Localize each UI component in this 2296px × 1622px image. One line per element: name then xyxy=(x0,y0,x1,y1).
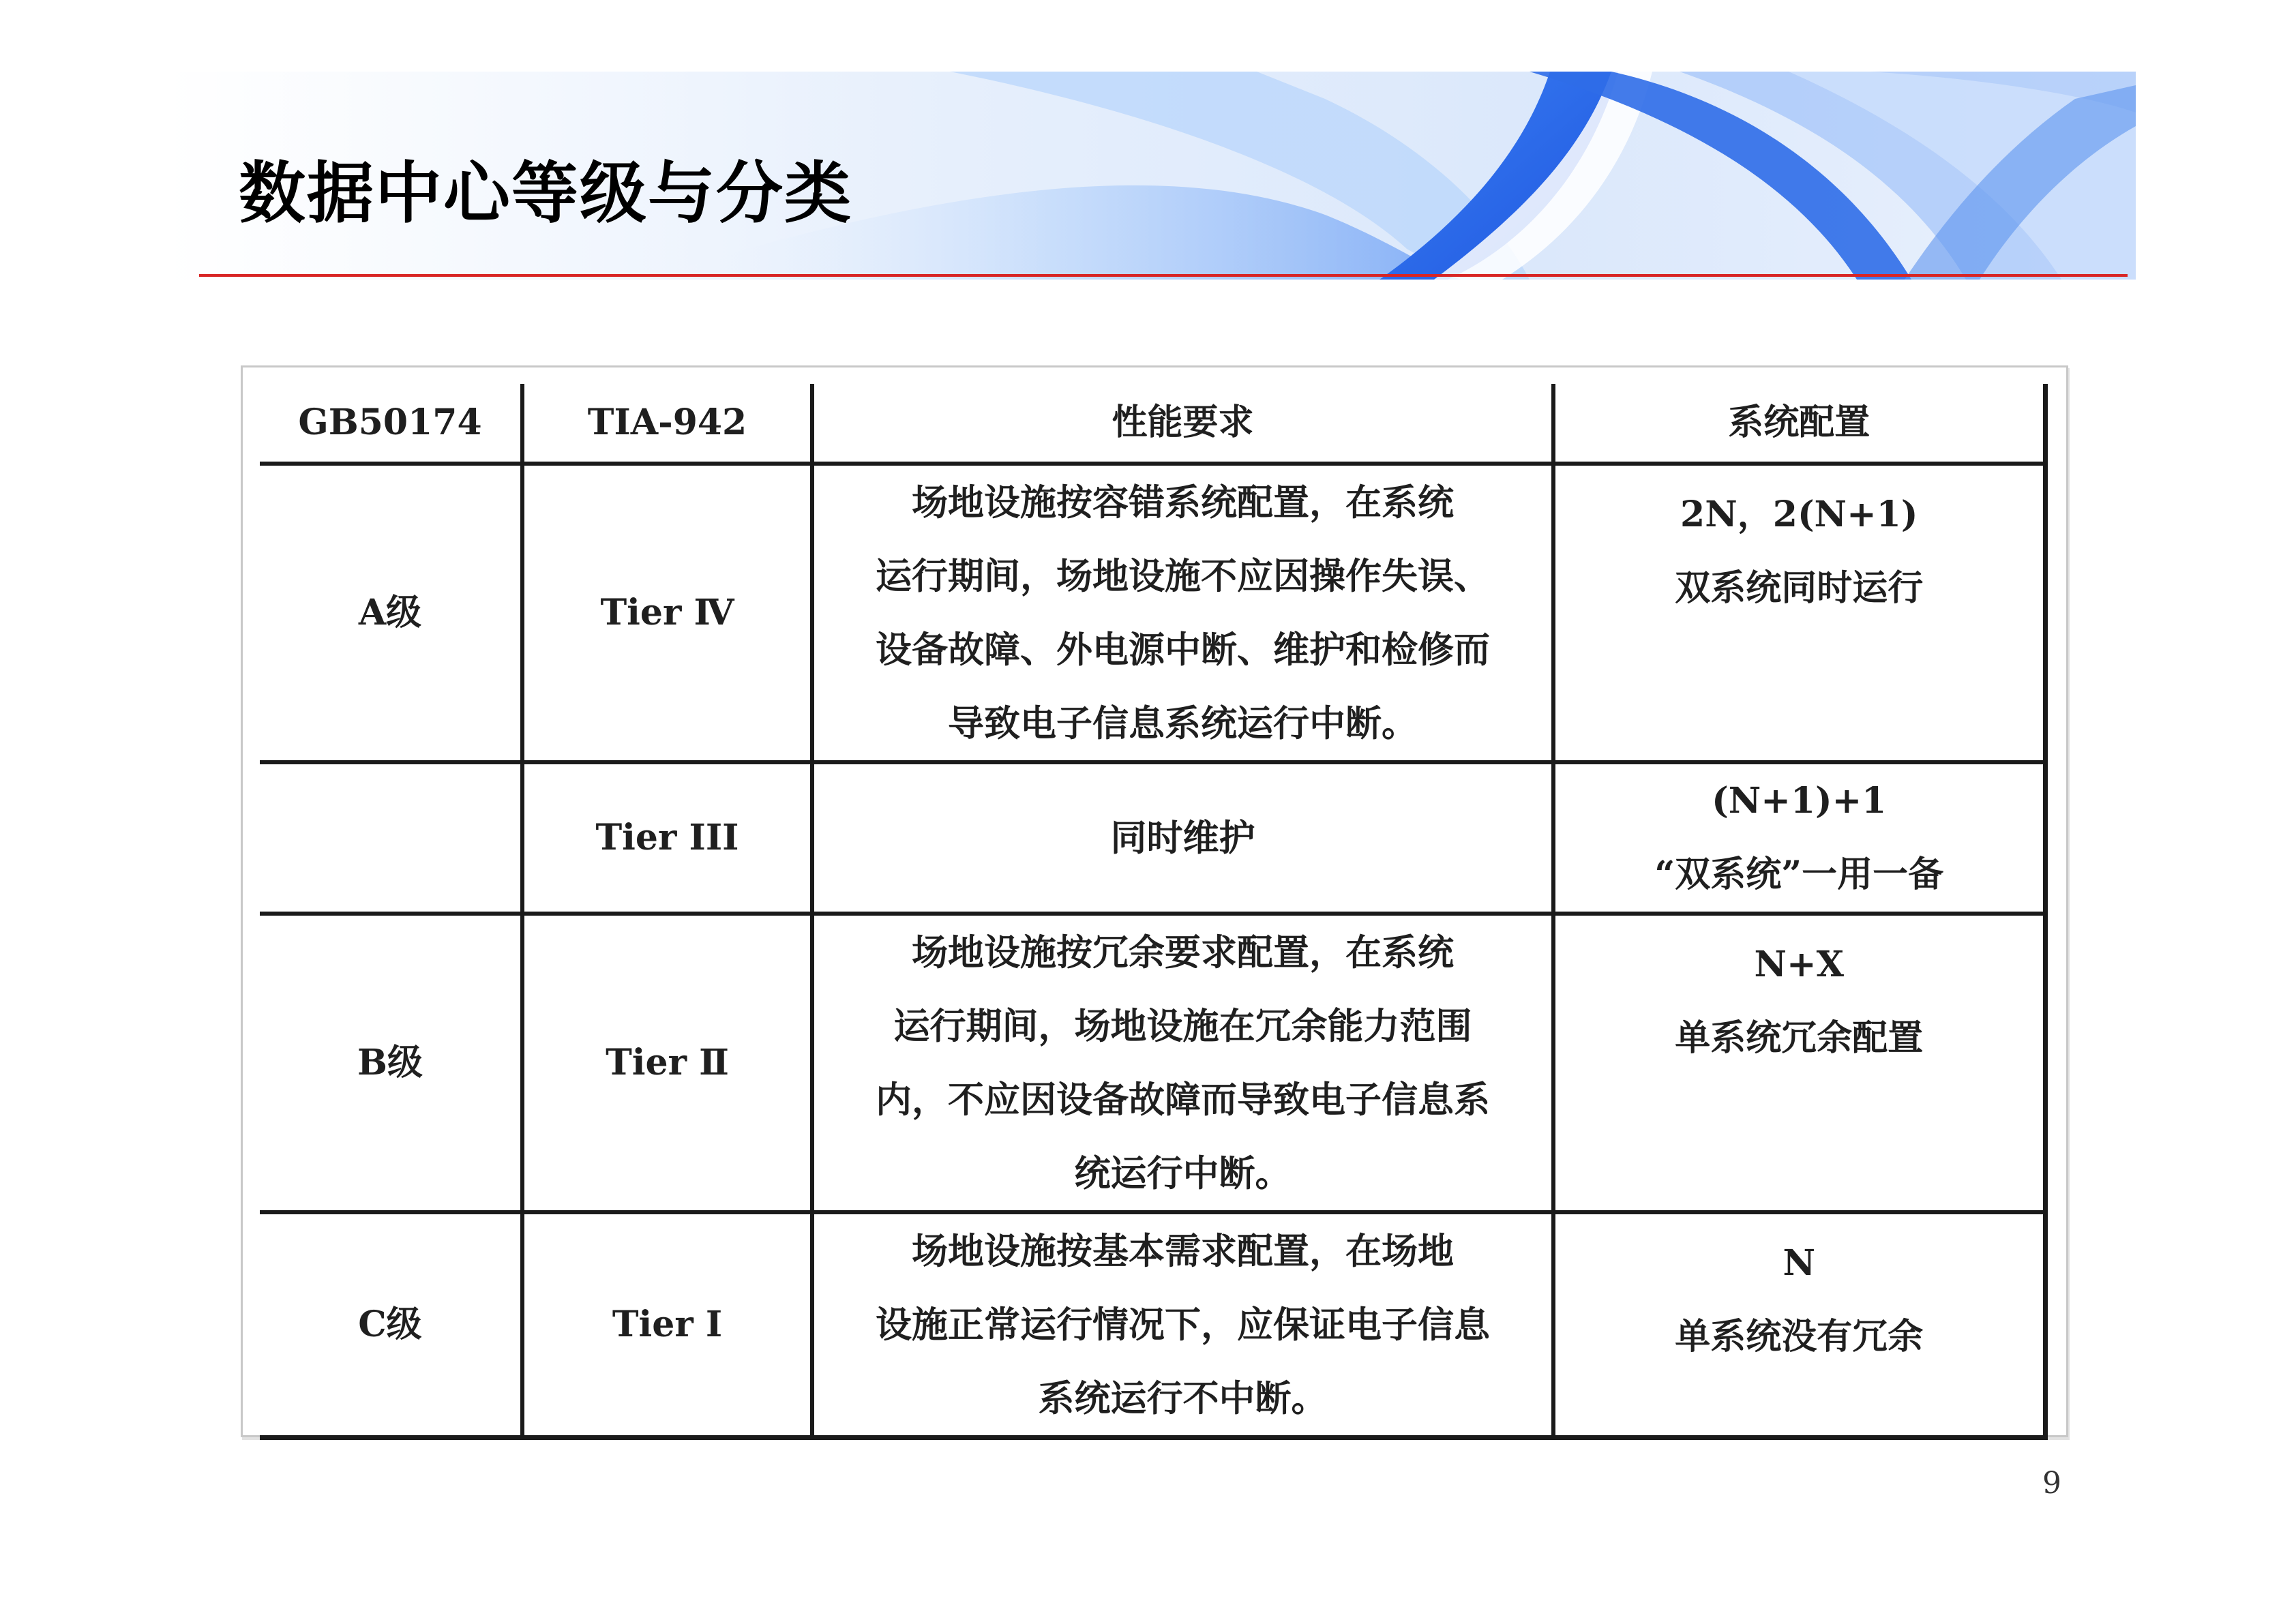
config-line: N xyxy=(1783,1242,1816,1284)
cell-tia-tier: Tier Ⅱ xyxy=(522,914,812,1212)
table-row-tier3 xyxy=(260,762,2045,914)
cell-performance xyxy=(812,464,1553,762)
performance-line: 运行期间，场地设施不应因操作失误、 xyxy=(876,555,1490,597)
cell-tia-tier: Tier Ⅳ xyxy=(522,464,812,762)
header-config: 系统配置 xyxy=(1553,384,2045,464)
page-number: 9 xyxy=(2042,1466,2061,1501)
table-row-b xyxy=(260,914,2045,1212)
cell-gb-level: B级 xyxy=(260,914,522,1212)
page-title: 数据中心等级与分类 xyxy=(239,155,853,232)
cell-tia-tier: Tier III xyxy=(522,762,812,914)
cell-config xyxy=(1553,762,2045,914)
cell-performance xyxy=(812,762,1553,914)
performance-line: 运行期间，场地设施在冗余能力范围 xyxy=(893,1005,1472,1047)
cell-config xyxy=(1553,1212,2045,1438)
performance-line: 设施正常运行情况下，应保证电子信息 xyxy=(876,1304,1490,1346)
performance-line: 场地设施按基本需求配置，在场地 xyxy=(912,1230,1454,1272)
cell-config xyxy=(1553,914,2045,1212)
config-line: 单系统没有冗余 xyxy=(1675,1316,1924,1357)
config-line: “双系统”一用一备 xyxy=(1654,854,1944,895)
table-row-a xyxy=(260,464,2045,762)
performance-line: 同时维护 xyxy=(1110,817,1255,859)
performance-line: 设备故障、外电源中断、维护和检修而 xyxy=(876,629,1490,671)
cell-tia-tier: Tier Ⅰ xyxy=(522,1212,812,1438)
table-header-row xyxy=(260,384,2045,464)
config-line: 2N，2(N+1) xyxy=(1680,494,1918,535)
cell-gb-level xyxy=(260,762,522,914)
config-line: N+X xyxy=(1754,944,1844,985)
performance-line: 内，不应因设备故障而导致电子信息系 xyxy=(876,1079,1490,1121)
performance-line: 场地设施按冗余要求配置，在系统 xyxy=(912,931,1454,974)
cell-gb-level: A级 xyxy=(260,464,522,762)
performance-line: 系统运行不中断。 xyxy=(1038,1377,1328,1420)
performance-line: 导致电子信息系统运行中断。 xyxy=(948,702,1418,745)
header-tia942: TIA-942 xyxy=(522,384,812,464)
cell-gb-level: C级 xyxy=(260,1212,522,1438)
cell-performance xyxy=(812,914,1553,1212)
config-line: 单系统冗余配置 xyxy=(1675,1017,1924,1059)
table-row-c xyxy=(260,1212,2045,1438)
title-divider xyxy=(199,274,2128,277)
performance-line: 统运行中断。 xyxy=(1074,1152,1292,1195)
cell-performance xyxy=(812,1212,1553,1438)
config-line: (N+1)+1 xyxy=(1712,780,1887,822)
config-line: 双系统同时运行 xyxy=(1675,567,1924,609)
cell-config xyxy=(1553,464,2045,762)
classification-table-container xyxy=(260,384,2045,1420)
header-gb50174: GB50174 xyxy=(260,384,522,464)
classification-table xyxy=(260,384,2048,1440)
performance-line: 场地设施按容错系统配置，在系统 xyxy=(912,481,1454,524)
header-performance: 性能要求 xyxy=(812,384,1553,464)
